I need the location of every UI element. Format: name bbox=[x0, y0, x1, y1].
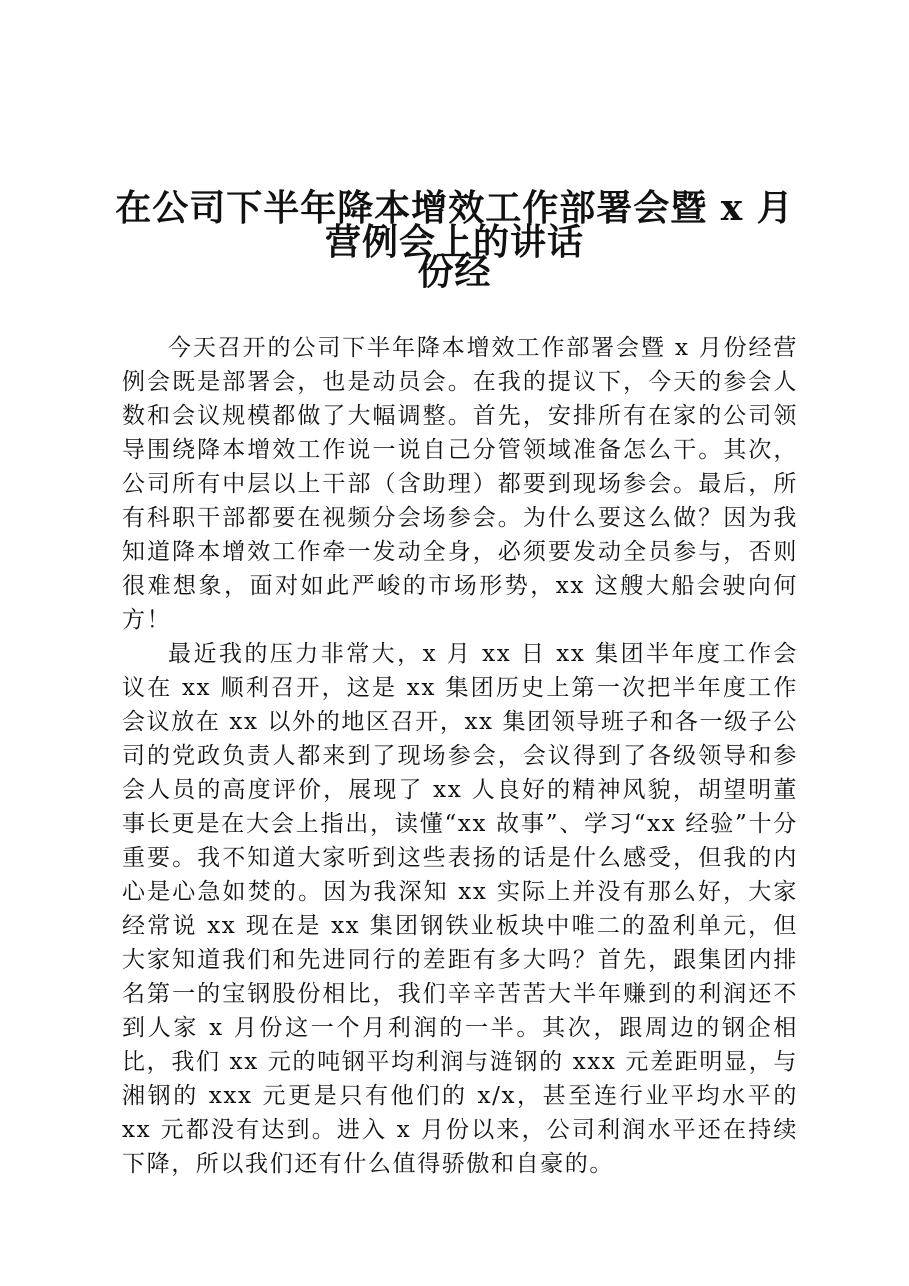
body-paragraph-2: 最近我的压力非常大，x 月 xx 日 xx 集团半年度工作会议在 xx 顺利召开，这是 xx 集团历史上第一次把半年度工作会议放在 xx 以外的地区召开，xx 集团领导班子和各一级子公司的党政负责人都来到了现场参会，会议得到了各级领导和参会人员的高度评价，展现了 xx 人良好的精神风貌，胡望明董事长更是在大会上指出，读懂“xx 故事”、学习“xx 经验”十分重要。我不知道大家听到这些表扬的话是什么感受，但我的内心是心急如焚的。因为我深知 xx 实际上并没有那么好，大家经常说 xx 现在是 xx 集团钢铁业板块中唯二的盈利单元，但大家知道我们和先进同行的差距有多大吗？首先，跟集团内排名第一的宝钢股份相比，我们辛辛苦苦大半年赚到的利润还不到人家 x 月份这一个月利润的一半。其次，跟周边的钢企相比，我们 xx 元的吨钢平均利润与涟钢的 xxx 元差距明显，与湘钢的 xxx 元更是只有他们的 x/x，甚至连行业平均水平的 xx 元都没有达到。进入 x 月份以来，公司利润水平还在持续下降，所以我们还有什么值得骄傲和自豪的。 bbox=[122, 641, 798, 1177]
document-title-line-2: 营例会上的讲话 bbox=[324, 221, 584, 263]
body-paragraph-1: 今天召开的公司下半年降本增效工作部署会暨 x 月份经营例会既是部署会，也是动员会。在我的提议下，今天的参会人数和会议规模都做了大幅调整。首先，安排所有在家的公司领导围绕降本增效工作说一说自己分管领域准备怎么干。其次，公司所有中层以上干部（含助理）都要到现场参会。最后，所有科职干部都要在视频分会场参会。为什么要这么做？因为我知道降本增效工作牵一发动全身，必须要发动全员参与，否则很难想象，面对如此严峻的市场形势，xx 这艘大船会驶向何方！ bbox=[122, 335, 798, 633]
document-body bbox=[122, 331, 798, 1181]
document-title-line-1: 在公司下半年降本增效工作部署会暨 x 月份经 bbox=[115, 187, 794, 293]
